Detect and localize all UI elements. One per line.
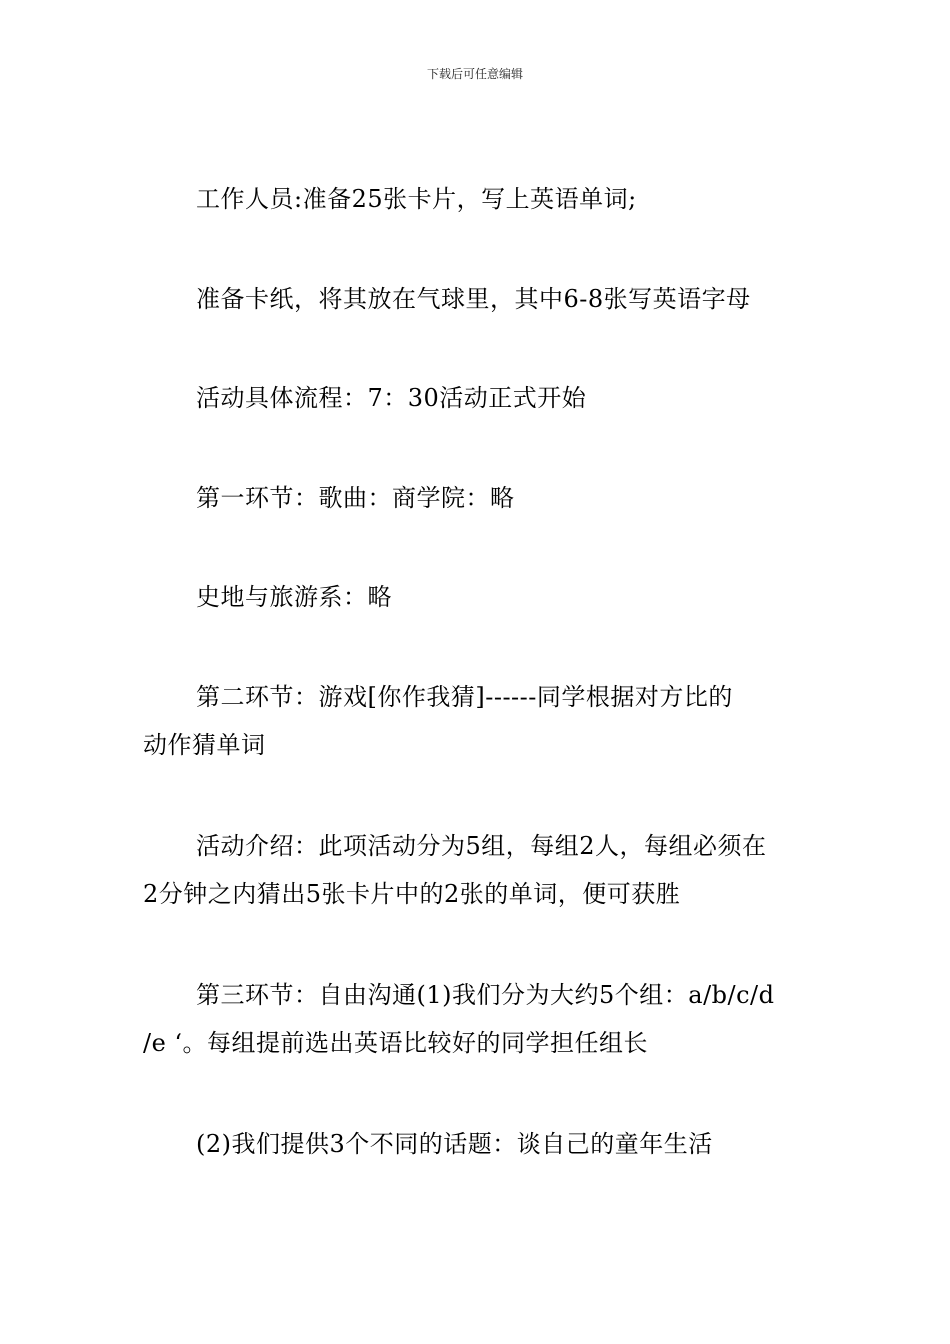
paragraph-staff <box>143 175 823 223</box>
paragraph-cardboard <box>143 275 823 323</box>
paragraph-activity-intro <box>143 822 823 918</box>
paragraph-line: 2分钟之内猜出5张卡片中的2张的单词，便可获胜 <box>143 880 681 908</box>
paragraph-line: 第一环节：歌曲：商学院：略 <box>196 484 515 512</box>
paragraph-line: 工作人员:准备25张卡片，写上英语单词; <box>196 185 637 213</box>
paragraph-history-dept <box>143 573 823 621</box>
paragraph-line: 史地与旅游系：略 <box>196 583 392 611</box>
paragraph-section-three <box>143 971 823 1067</box>
paragraph-line: 动作猜单词 <box>143 731 266 759</box>
paragraph-schedule <box>143 374 823 422</box>
paragraph-line: 准备卡纸，将其放在气球里，其中6-8张写英语字母 <box>196 285 751 313</box>
paragraph-section-two <box>143 673 823 769</box>
page-header: 下载后可任意编辑 <box>426 67 523 81</box>
paragraph-line: (2)我们提供3个不同的话题：谈自己的童年生活 <box>196 1130 713 1158</box>
paragraph-line: /e ‘。每组提前选出英语比较好的同学担任组长 <box>143 1029 649 1057</box>
paragraph-line: 第三环节：自由沟通(1)我们分为大约5个组：a/b/c/d <box>196 981 775 1009</box>
paragraph-topics <box>143 1120 823 1168</box>
paragraph-line: 第二环节：游戏[你作我猜]------同学根据对方比的 <box>196 683 733 711</box>
paragraph-line: 活动介绍：此项活动分为5组，每组2人，每组必须在 <box>196 832 767 860</box>
paragraph-line: 活动具体流程：7：30活动正式开始 <box>196 384 587 412</box>
paragraph-section-one <box>143 474 823 522</box>
